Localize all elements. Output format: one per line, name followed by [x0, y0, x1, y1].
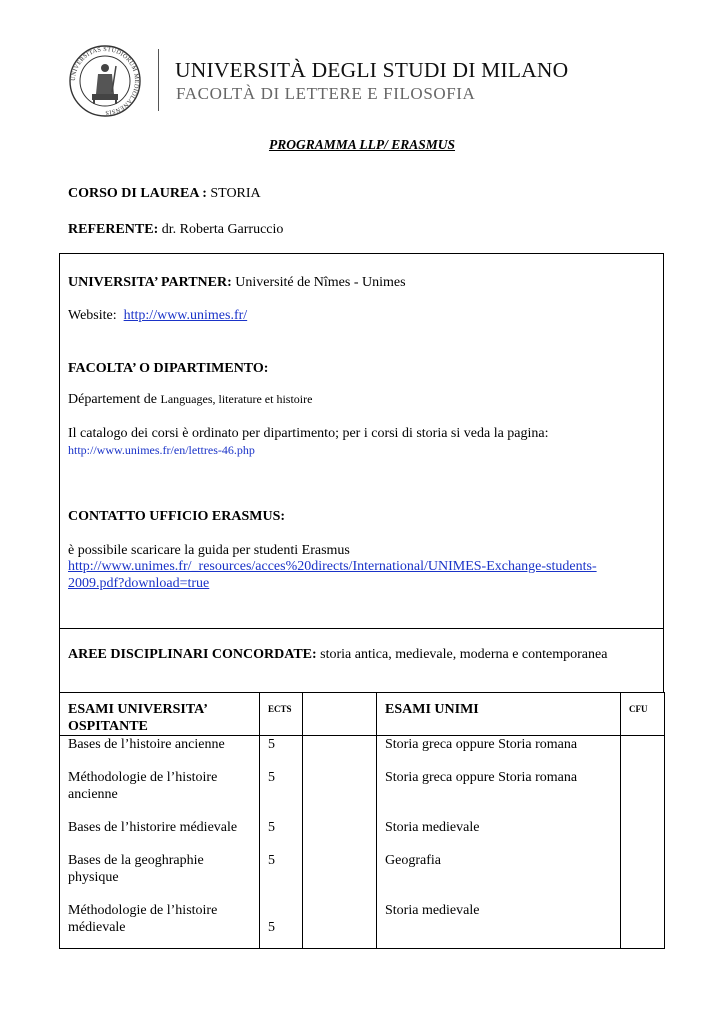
- header-unimi-exams: ESAMI UNIMI: [377, 693, 621, 736]
- faculty-heading: FACOLTA’ O DIPARTIMENTO:: [68, 361, 269, 376]
- unimi-exam: Storia greca oppure Storia romana: [377, 736, 621, 770]
- header-ects: ECTS: [260, 693, 303, 736]
- partner-value: Université de Nîmes - Unimes: [231, 275, 406, 290]
- cfu-value: [621, 736, 665, 770]
- programme-title: PROGRAMMA LLP/ ERASMUS: [268, 137, 456, 152]
- partner-info-box: [59, 253, 664, 629]
- host-exam: Bases de l’historire médievale: [60, 819, 260, 852]
- areas-box: [59, 628, 664, 693]
- table-row: [60, 769, 665, 819]
- host-exam: Bases de la geoghraphie physique: [60, 852, 260, 902]
- areas-line: [68, 647, 607, 663]
- unimi-exam: Storia medievale: [377, 819, 621, 852]
- website-line: [68, 308, 247, 324]
- website-label: Website:: [68, 308, 117, 323]
- unimi-exam: Storia medievale: [377, 902, 621, 949]
- ects-value: 5: [260, 769, 303, 819]
- unimi-exam: Geografia: [377, 852, 621, 902]
- host-exam: Méthodologie de l’histoire ancienne: [60, 769, 260, 819]
- erasmus-text: è possibile scaricare la guida per studenti Erasmus: [68, 543, 350, 558]
- areas-value: storia antica, medievale, moderna e contemporanea: [316, 647, 608, 662]
- exams-header-row: [60, 693, 665, 736]
- exams-table: [59, 692, 665, 949]
- areas-label: AREE DISCIPLINARI CONCORDATE:: [68, 647, 317, 662]
- header-cfu: CFU: [621, 693, 665, 736]
- department-name: Languages, literature et histoire: [160, 392, 313, 406]
- table-row: [60, 736, 665, 770]
- table-row: [60, 902, 665, 949]
- catalog-text: Il catalogo dei corsi è ordinato per dipartimento; per i corsi di storia si veda la pagina:: [68, 426, 549, 441]
- ects-value: 5: [260, 736, 303, 770]
- header-divider: [158, 49, 159, 111]
- referent-label: REFERENTE:: [68, 222, 159, 237]
- erasmus-guide-link-line2[interactable]: 2009.pdf?download=true: [68, 576, 210, 591]
- department-prefix: Département de: [68, 392, 161, 407]
- ects-value: 5: [260, 852, 303, 902]
- course-label: CORSO DI LAUREA :: [68, 186, 207, 201]
- department-line: [68, 392, 312, 408]
- cfu-value: [621, 819, 665, 852]
- referent-value: dr. Roberta Garruccio: [158, 222, 284, 237]
- header-host-exams: ESAMI UNIVERSITA’ OSPITANTE: [60, 693, 260, 736]
- seal-text: UNIVERSITAS STUDIORUM MEDIOLANENSIS: [69, 45, 141, 117]
- host-exam: Bases de l’histoire ancienne: [60, 736, 260, 770]
- partner-line: [68, 275, 406, 291]
- erasmus-guide-link-line1[interactable]: http://www.unimes.fr/_resources/acces%20directs/International/UNIMES-Exchange-students-: [68, 559, 597, 574]
- ects-value: 5: [260, 819, 303, 852]
- faculty-name: FACOLTÀ DI LETTERE E FILOSOFIA: [176, 84, 476, 103]
- unimi-exam: Storia greca oppure Storia romana: [377, 769, 621, 819]
- partner-label: UNIVERSITA’ PARTNER:: [68, 275, 232, 290]
- university-name: UNIVERSITÀ DEGLI STUDI DI MILANO: [175, 58, 569, 82]
- cfu-value: [621, 902, 665, 949]
- cfu-value: [621, 769, 665, 819]
- header-empty: [303, 693, 377, 736]
- cfu-value: [621, 852, 665, 902]
- table-row: [60, 852, 665, 902]
- referent-line: [68, 222, 283, 238]
- website-link[interactable]: http://www.unimes.fr/: [123, 308, 248, 323]
- course-line: [68, 186, 261, 202]
- university-seal-logo: [68, 44, 142, 118]
- table-row: [60, 819, 665, 852]
- course-value: STORIA: [206, 186, 261, 201]
- ects-value: 5: [260, 902, 303, 949]
- erasmus-heading: CONTATTO UFFICIO ERASMUS:: [68, 509, 286, 524]
- host-exam: Méthodologie de l’histoire médievale: [60, 902, 260, 949]
- catalog-link[interactable]: http://www.unimes.fr/en/lettres-46.php: [68, 443, 255, 457]
